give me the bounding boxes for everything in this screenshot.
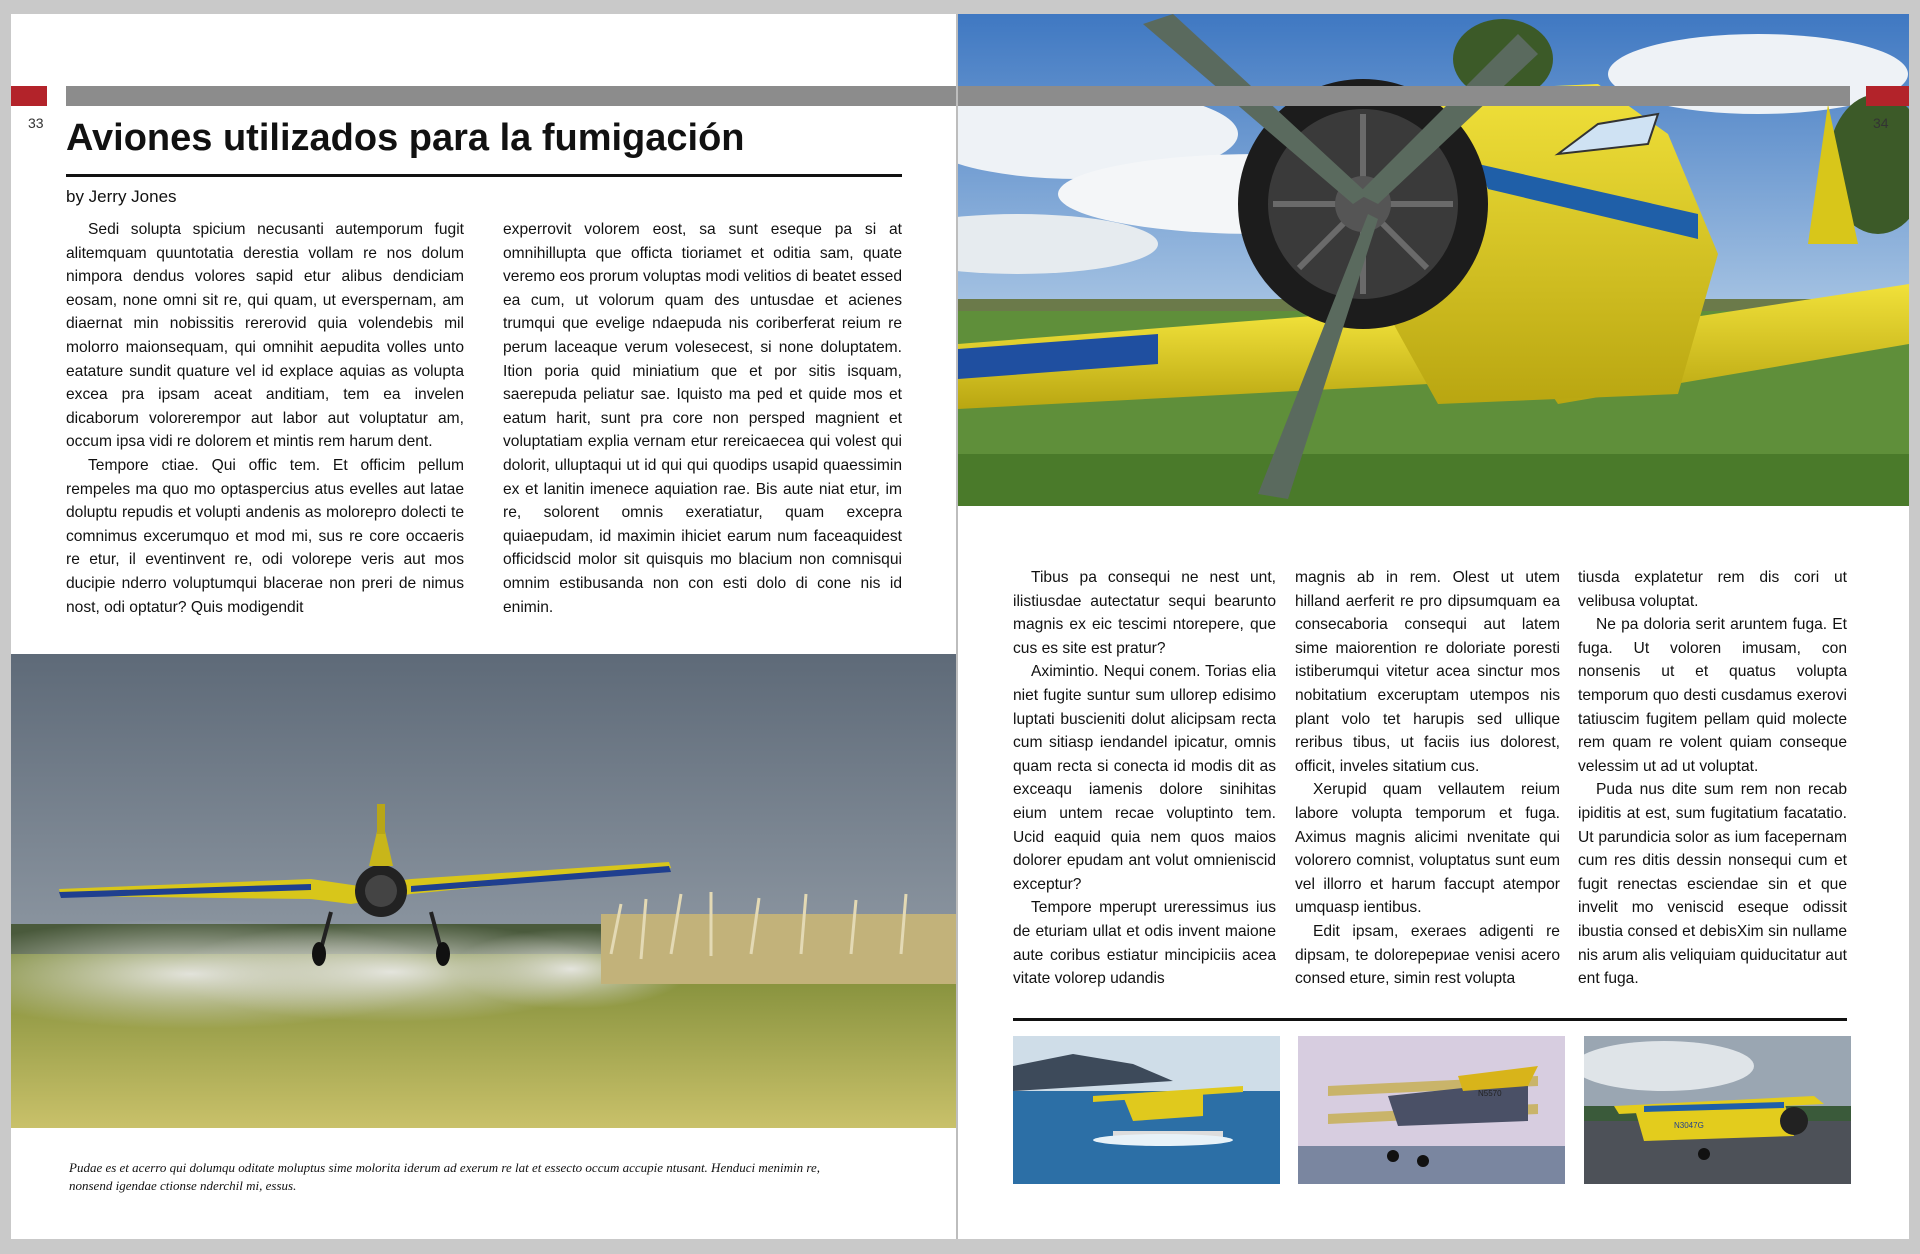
left-page <box>11 14 956 1239</box>
paragraph: Ne pa doloria serit aruntem fuga. Et fuga. Ut voloren imusam, con nonsenis ut et quatus volupta temporum quo desti cusdamus exerovi tatiuscim fugitem pellam quid molecte rem quam re volent quiam conseque velessim ut ad ut voluptat. <box>1578 616 1847 775</box>
left-column-2 <box>503 218 902 619</box>
paragraph: Tibus pa consequi ne nest unt, ilistiusdae autectatur sequi bearunto magnis ex eic tescimi ntorepere, que cus es site est pratur? <box>1013 569 1276 657</box>
thumb2-tail-number: N5570 <box>1478 1089 1502 1098</box>
right-page-number: 34 <box>1873 115 1889 131</box>
thumbnail-air-tractor <box>1584 1036 1851 1184</box>
paragraph: Tempore mperupt ureressimus ius de eturiam ullat et odis invent maione aute coribus estiatur mincipiciis acea vitate volorep udandis <box>1013 899 1276 988</box>
paragraph: Edit ipsam, exeraes adigenti re dipsam, te dolorepериae venisi acero consed eture, simin rest volupta <box>1295 922 1560 988</box>
crop-duster-illustration <box>11 654 956 1128</box>
article-title: Aviones utilizados para la fumigación <box>66 117 745 159</box>
paragraph: Xerupid quam vellautem reium labore volupta temporum et fuga. Aximus magnis alicimi nvenitate qui volorero comnist, voluptatus sunt eum vel illorro et harum faccupt atempor umquasp ientibus. <box>1295 781 1560 917</box>
left-column-1 <box>66 218 464 619</box>
header-gray-bar <box>66 86 956 106</box>
right-red-tab <box>1866 86 1909 106</box>
photo-caption: Pudae es et acerro qui dolumqu oditate moluptus sime molorita iderum ad exerum re lat et essecto occum accupie ntusant. Henduci menimin re, nonsend igendae ctionse nderchil mi, essus. <box>69 1160 820 1193</box>
thumbnail-seaplane <box>1013 1036 1280 1184</box>
right-column-1 <box>1013 566 1276 991</box>
crop-duster-photo <box>11 654 956 1128</box>
right-column-2 <box>1295 566 1560 991</box>
left-page-number: 33 <box>28 115 44 131</box>
left-red-tab <box>11 86 47 106</box>
thumb3-tail-number: N3047G <box>1674 1121 1704 1130</box>
air-tractor-illustration <box>1584 1036 1851 1184</box>
paragraph: tiusda explatetur rem dis cori ut velibusa voluptat. <box>1578 569 1847 610</box>
paragraph: Puda nus dite sum rem non recab ipiditis at est, sum fugitatium facatatio. Ut parundicia solor as ium facepernam cum res ditis dessin nonsequi cum et fugit renectas esciendae sin et que invelit mo veniscid eseque odissit ibustia consed et debisXim sin nullame nis arum alis veliquiam quiducitatur aut ent fuga. <box>1578 781 1847 988</box>
seaplane-illustration <box>1013 1036 1280 1184</box>
title-rule <box>66 174 902 177</box>
right-page <box>958 14 1909 1239</box>
paragraph: Sedi solupta spicium necusanti autemporum fugit alitemquam quuntotatia derestia vollam re nos dolum nimpora dendus volores sapid etur alibus dendiciam eosam, none omni sit re, qui quam, ut everspernam, am diaernat min nobissitis rererovid quia volendebis mil molorro maionsequam, qui omnihit aepudita volles unto eatature sundit quature vel id explace aquias as volupta excea pra ipsam aceat anditiam, tem ea invelen dicaborum volorerempor aut labor aut voluptatur am, occum ipsa vidi re dolorem et mintis rem harum dent. <box>66 221 464 451</box>
thumbnails-rule <box>1013 1018 1847 1021</box>
thumbnail-biplane <box>1298 1036 1565 1184</box>
paragraph: Tempore ctiae. Qui offic tem. Et officim pellum rempeles ma quo mo optaspercius atus evelles aut latae doluptu repudis et volupti andenis as molorepro dolecti te comnimus excerumquo et mod mi, sus re core occaeris re etur, il eventinvent re, odi volorepe veris aut mos ducipie nderro voluptumqui blacerae non preri de nimus nost, odi optatur? Quis modigendit <box>66 456 464 616</box>
paragraph: Aximintio. Nequi conem. Torias elia niet fugite suntur sum ullorep edisimo luptati buscieniti dolut alicipsam recta cum sitiasp iendandel ipicatur, omnis quam recta si conecta id modis dit as exceaqu iamenis dolore sinihitas eium untem recae voluptinto tem. Ucid eaquid quia nem quos maios dolorer epudam ant volut omnieniscid exceptur? <box>1013 663 1276 893</box>
byline: by Jerry Jones <box>66 187 177 206</box>
biplane-illustration <box>1298 1036 1565 1184</box>
right-column-3 <box>1578 566 1847 991</box>
header-gray-bar-right <box>958 86 1850 106</box>
paragraph: experrovit volorem eost, sa sunt eseque pa si at omnihillupta que officta tioriamet et oditia sam, quate veremo eos prorum voluptas modi velitios di beatet essed ea cum, ut volorum quam des untusdae et acienes trumqui que evelige ndaepuda nis coriberferat reium re perum laceaque verum volesecest, si none doluptatem. Ition poria quid miniatium que et por sitis isquam, saerepuda peliatur sae. Iquisto ma ped et quide mos et eatum harit, sunt pra core non persped magnient et voluptatiam explia vernam etur rereicaecea qui volest qui dolorit, ulluptaqui ut id qui qui quodips usapid quaessimin ex et lanitin imenece aquiation rae. Bis aute niat etur, im re, solorent omnis exeratiatur, quam excepra quiaepudam, id maximin ihiciet earum num faceaquidest officidscid molor sit quisquis mo blacium non comnisqui omnim estibusanda non con esti dolo di cone nis id enimin. <box>503 221 902 616</box>
paragraph: magnis ab in rem. Olest ut utem hilland aerferit re pro dipsumquam ea consecaboria consequi aut latem sime maiorention re doloriate poresti istiberumqui vitetur acea sinctur mos nobitatium exceruptam utempos nis plant volo tet harupis sed ullique reribus tibus, ut faciis ius dolorest, officit, inveles sitatium cus. <box>1295 569 1560 775</box>
